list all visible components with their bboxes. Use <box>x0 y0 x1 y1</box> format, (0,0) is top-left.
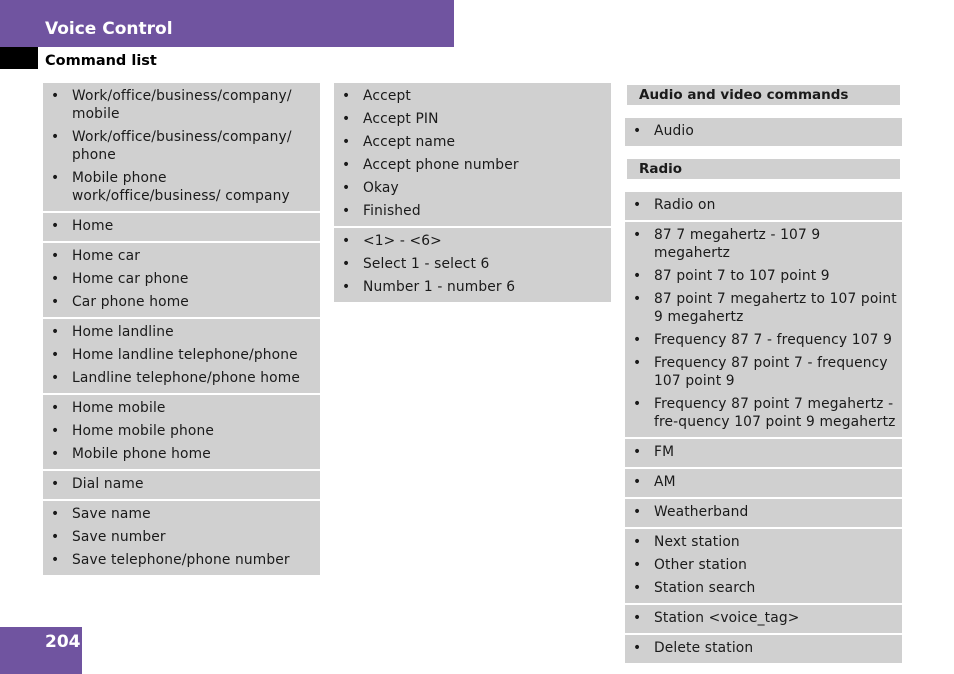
bullet-icon: • <box>51 88 60 104</box>
command-group <box>334 83 611 228</box>
command-text: Station <voice_tag> <box>654 610 800 626</box>
command-column-2 <box>334 83 611 302</box>
bullet-icon: • <box>51 400 60 416</box>
command-item <box>334 230 611 253</box>
command-group <box>625 499 902 529</box>
command-item <box>43 397 320 420</box>
command-item <box>43 526 320 549</box>
command-column-3 <box>625 85 902 663</box>
command-text: Select 1 - select 6 <box>363 256 490 272</box>
bullet-icon: • <box>633 123 642 139</box>
command-text: Frequency 87 7 - frequency 107 9 <box>654 332 893 348</box>
command-item <box>43 549 320 572</box>
command-text: Audio <box>654 123 694 139</box>
command-item <box>43 215 320 238</box>
bullet-icon: • <box>51 218 60 234</box>
command-text: Work/office/business/company/ mobile <box>72 88 292 122</box>
command-item <box>625 577 902 600</box>
command-text: Accept name <box>363 134 456 150</box>
command-item <box>43 126 320 167</box>
command-item <box>625 607 902 630</box>
page-title: Voice Control <box>45 19 173 39</box>
command-group <box>43 213 320 243</box>
command-group <box>43 471 320 501</box>
command-group <box>625 529 902 605</box>
command-item <box>625 120 902 143</box>
command-item <box>625 329 902 352</box>
command-text: Work/office/business/company/ phone <box>72 129 292 163</box>
bullet-icon: • <box>633 197 642 213</box>
command-text: Frequency 87 point 7 - frequency 107 point 9 <box>654 355 888 389</box>
bullet-icon: • <box>51 294 60 310</box>
command-item <box>43 367 320 390</box>
command-item <box>625 637 902 660</box>
command-item <box>625 265 902 288</box>
bullet-icon: • <box>342 203 351 219</box>
bullet-icon: • <box>633 332 642 348</box>
bullet-icon: • <box>342 111 351 127</box>
command-item <box>334 276 611 299</box>
bullet-icon: • <box>633 355 642 371</box>
command-item <box>43 420 320 443</box>
bullet-icon: • <box>51 370 60 386</box>
command-item <box>625 288 902 329</box>
command-group <box>43 83 320 213</box>
bullet-icon: • <box>633 227 642 243</box>
spacer <box>625 146 902 159</box>
command-text: Finished <box>363 203 421 219</box>
bullet-icon: • <box>51 476 60 492</box>
command-group <box>43 319 320 395</box>
radio-command-list <box>625 192 902 663</box>
command-group <box>625 635 902 663</box>
bullet-icon: • <box>51 506 60 522</box>
bullet-icon: • <box>342 233 351 249</box>
command-item <box>43 85 320 126</box>
command-item <box>625 471 902 494</box>
bullet-icon: • <box>51 170 60 186</box>
command-text: Dial name <box>72 476 144 492</box>
command-group <box>334 228 611 302</box>
command-text: Home <box>72 218 114 234</box>
command-item <box>334 154 611 177</box>
command-text: <1> - <6> <box>363 233 442 249</box>
command-item <box>334 253 611 276</box>
command-text: Radio on <box>654 197 716 213</box>
command-text: Next station <box>654 534 740 550</box>
bullet-icon: • <box>51 248 60 264</box>
bullet-icon: • <box>633 557 642 573</box>
bullet-icon: • <box>633 580 642 596</box>
bullet-icon: • <box>51 529 60 545</box>
command-item <box>334 108 611 131</box>
command-item <box>43 443 320 466</box>
audio-video-heading: Audio and video commands <box>627 85 900 105</box>
command-text: FM <box>654 444 675 460</box>
command-item <box>43 503 320 526</box>
command-group <box>625 222 902 439</box>
command-item <box>43 473 320 496</box>
command-item <box>334 200 611 223</box>
command-item <box>625 393 902 434</box>
command-item <box>625 352 902 393</box>
bullet-icon: • <box>633 640 642 656</box>
bullet-icon: • <box>342 88 351 104</box>
command-item <box>43 344 320 367</box>
bullet-icon: • <box>51 446 60 462</box>
command-text: Home landline telephone/phone <box>72 347 298 363</box>
bullet-icon: • <box>51 324 60 340</box>
command-text: Car phone home <box>72 294 189 310</box>
command-item <box>43 167 320 208</box>
audio-command-list <box>625 118 902 146</box>
command-group <box>43 243 320 319</box>
bullet-icon: • <box>633 444 642 460</box>
command-text: Accept <box>363 88 411 104</box>
command-text: Weatherband <box>654 504 749 520</box>
bullet-icon: • <box>633 291 642 307</box>
command-text: Save telephone/phone number <box>72 552 290 568</box>
command-item <box>625 531 902 554</box>
command-item <box>334 131 611 154</box>
section-title: Command list <box>45 53 157 69</box>
command-group <box>625 118 902 146</box>
command-text: Other station <box>654 557 747 573</box>
bullet-icon: • <box>342 279 351 295</box>
command-item <box>625 194 902 217</box>
bullet-icon: • <box>633 474 642 490</box>
command-text: 87 point 7 to 107 point 9 <box>654 268 830 284</box>
bullet-icon: • <box>342 134 351 150</box>
bullet-icon: • <box>51 271 60 287</box>
bullet-icon: • <box>51 129 60 145</box>
command-item <box>334 177 611 200</box>
command-item <box>43 245 320 268</box>
command-text: Home mobile phone <box>72 423 215 439</box>
command-text: Home car phone <box>72 271 189 287</box>
command-item <box>334 85 611 108</box>
radio-heading: Radio <box>627 159 900 179</box>
command-group <box>43 501 320 575</box>
bullet-icon: • <box>51 552 60 568</box>
command-text: Home mobile <box>72 400 166 416</box>
section-marker <box>0 47 38 69</box>
command-item <box>625 224 902 265</box>
command-text: AM <box>654 474 676 490</box>
command-text: Save number <box>72 529 166 545</box>
command-text: Accept phone number <box>363 157 519 173</box>
command-text: Delete station <box>654 640 754 656</box>
bullet-icon: • <box>342 157 351 173</box>
command-text: Mobile phone work/office/business/ company <box>72 170 290 204</box>
command-column-1 <box>43 83 320 575</box>
bullet-icon: • <box>633 534 642 550</box>
command-text: Station search <box>654 580 756 596</box>
command-text: 87 point 7 megahertz to 107 point 9 megahertz <box>654 291 897 325</box>
command-group <box>43 395 320 471</box>
command-group <box>625 439 902 469</box>
command-text: Frequency 87 point 7 megahertz - fre-quency 107 point 9 megahertz <box>654 396 896 430</box>
command-item <box>43 321 320 344</box>
command-item <box>625 441 902 464</box>
bullet-icon: • <box>633 610 642 626</box>
command-item <box>43 291 320 314</box>
command-text: Accept PIN <box>363 111 439 127</box>
command-text: Mobile phone home <box>72 446 211 462</box>
page-number: 204 <box>45 632 81 652</box>
command-text: Okay <box>363 180 399 196</box>
command-group <box>625 469 902 499</box>
bullet-icon: • <box>342 256 351 272</box>
command-item <box>43 268 320 291</box>
bullet-icon: • <box>633 504 642 520</box>
command-group <box>625 605 902 635</box>
bullet-icon: • <box>633 268 642 284</box>
bullet-icon: • <box>342 180 351 196</box>
command-text: Save name <box>72 506 151 522</box>
bullet-icon: • <box>51 347 60 363</box>
bullet-icon: • <box>51 423 60 439</box>
bullet-icon: • <box>633 396 642 412</box>
command-item <box>625 554 902 577</box>
command-text: 87 7 megahertz - 107 9 megahertz <box>654 227 821 261</box>
command-item <box>625 501 902 524</box>
command-text: Home landline <box>72 324 174 340</box>
command-text: Home car <box>72 248 141 264</box>
command-text: Landline telephone/phone home <box>72 370 300 386</box>
command-group <box>625 192 902 222</box>
command-text: Number 1 - number 6 <box>363 279 516 295</box>
